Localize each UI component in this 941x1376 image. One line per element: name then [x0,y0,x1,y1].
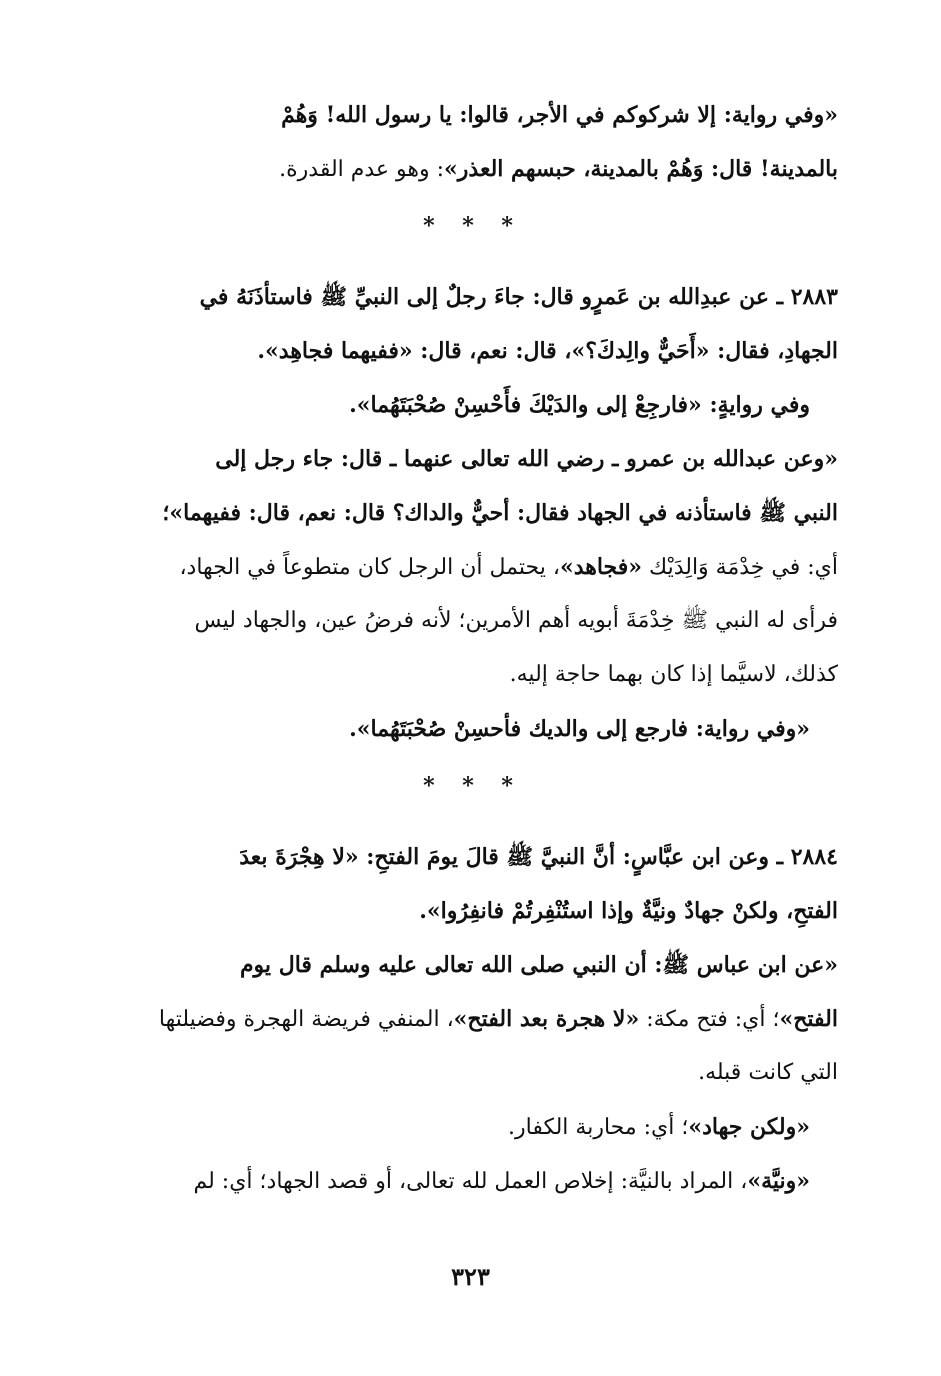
hadith-2884-line: الفتحِ، ولكنْ جهادٌ ونيَّةٌ وإذا استُنْفِرتُمْ فانفِرُوا». [419,898,838,924]
commentary-line: «وفي رواية: فارجع إلى والديك فأحسِنْ صُحْبَتَهُما». [349,716,810,742]
section-separator: * * * [423,773,523,799]
plain-segment: ، يحتمل أن الرجل كان متطوعاً في الجهاد، [179,555,560,580]
bold-segment: «ولكن جهاد» [688,1114,810,1140]
plain-segment: : وهو عدم القدرة. [279,157,445,182]
bold-segment: الفتح» [779,1006,838,1032]
section-separator: * * * [423,213,523,239]
commentary-line: التي كانت قبله. [698,1060,838,1085]
commentary-line [108,540,838,594]
commentary-line [108,992,838,1046]
plain-segment: ؛ أي: فتح مكة: [639,1007,780,1032]
page-text [108,88,838,1208]
plain-segment: ، المنفي فريضة الهجرة وفضيلتها [158,1007,454,1032]
bold-segment: بالمدينة! قال: وَهُمْ بالمدينة، حبسهم العذر» [444,156,838,182]
commentary-line: «وعن عبدالله بن عمرو ـ رضي الله تعالى عنهما ـ قال: جاء رجل إلى [215,446,838,472]
bold-segment: «لا هجرة بعد الفتح» [453,1006,640,1032]
plain-segment: ؛ أي: محاربة الكفار. [508,1115,689,1140]
hadith-2883-line: وفي روايةٍ: «فارجِعْ إلى والدَيْكَ فأَحْسِنْ صُحْبَتَهُما». [349,392,810,418]
plain-segment: أي: في خِدْمَة وَالِدَيْك [649,555,838,580]
bold-segment: «فجاهد» [559,554,643,580]
commentary-line: فرأى له النبي ﷺ خِدْمَةَ أبويه أهم الأمرين؛ لأنه فرضُ عين، والجهاد ليس [194,608,838,633]
plain-segment: ، المراد بالنيَّة: إخلاص العمل لله تعالى، أو قصد الجهاد؛ أي: لم [193,1169,748,1194]
hadith-2884-line: ٢٨٨٤ ـ وعن ابن عبَّاسٍ: أنَّ النبيَّ ﷺ قالَ يومَ الفتحِ: «لا هِجْرَةَ بعدَ [239,844,838,870]
hadith-2883-line: ٢٨٨٣ ـ عن عبدِالله بن عَمرٍو قال: جاءَ رجلٌ إلى النبيِّ ﷺ فاستأذَنَهُ في [199,284,838,310]
commentary-line: كذلك، لاسيَّما إذا كان بهما حاجة إليه. [509,662,838,687]
hadith-2883-line: الجهادِ، فقال: «أَحَيٌّ والِدكَ؟»، قال: نعم، قال: «ففيهما فجاهِد». [257,338,838,364]
text-line: «وفي رواية: إلا شركوكم في الأجر، قالوا: يا رسول الله! وَهُمْ [281,102,838,128]
commentary-line: النبي ﷺ فاستأذنه في الجهاد فقال: أحيٌّ والداك؟ قال: نعم، قال: ففيهما»؛ [162,500,838,526]
bold-segment: «ونيَّة» [747,1168,810,1194]
commentary-line [108,1154,838,1208]
page-number: ٣٢٣ [451,1262,490,1291]
commentary-line [108,1100,838,1154]
commentary-line: «عن ابن عباس ﷺ: أن النبي صلى الله تعالى عليه وسلم قال يوم [239,952,838,978]
text-line [108,142,838,196]
